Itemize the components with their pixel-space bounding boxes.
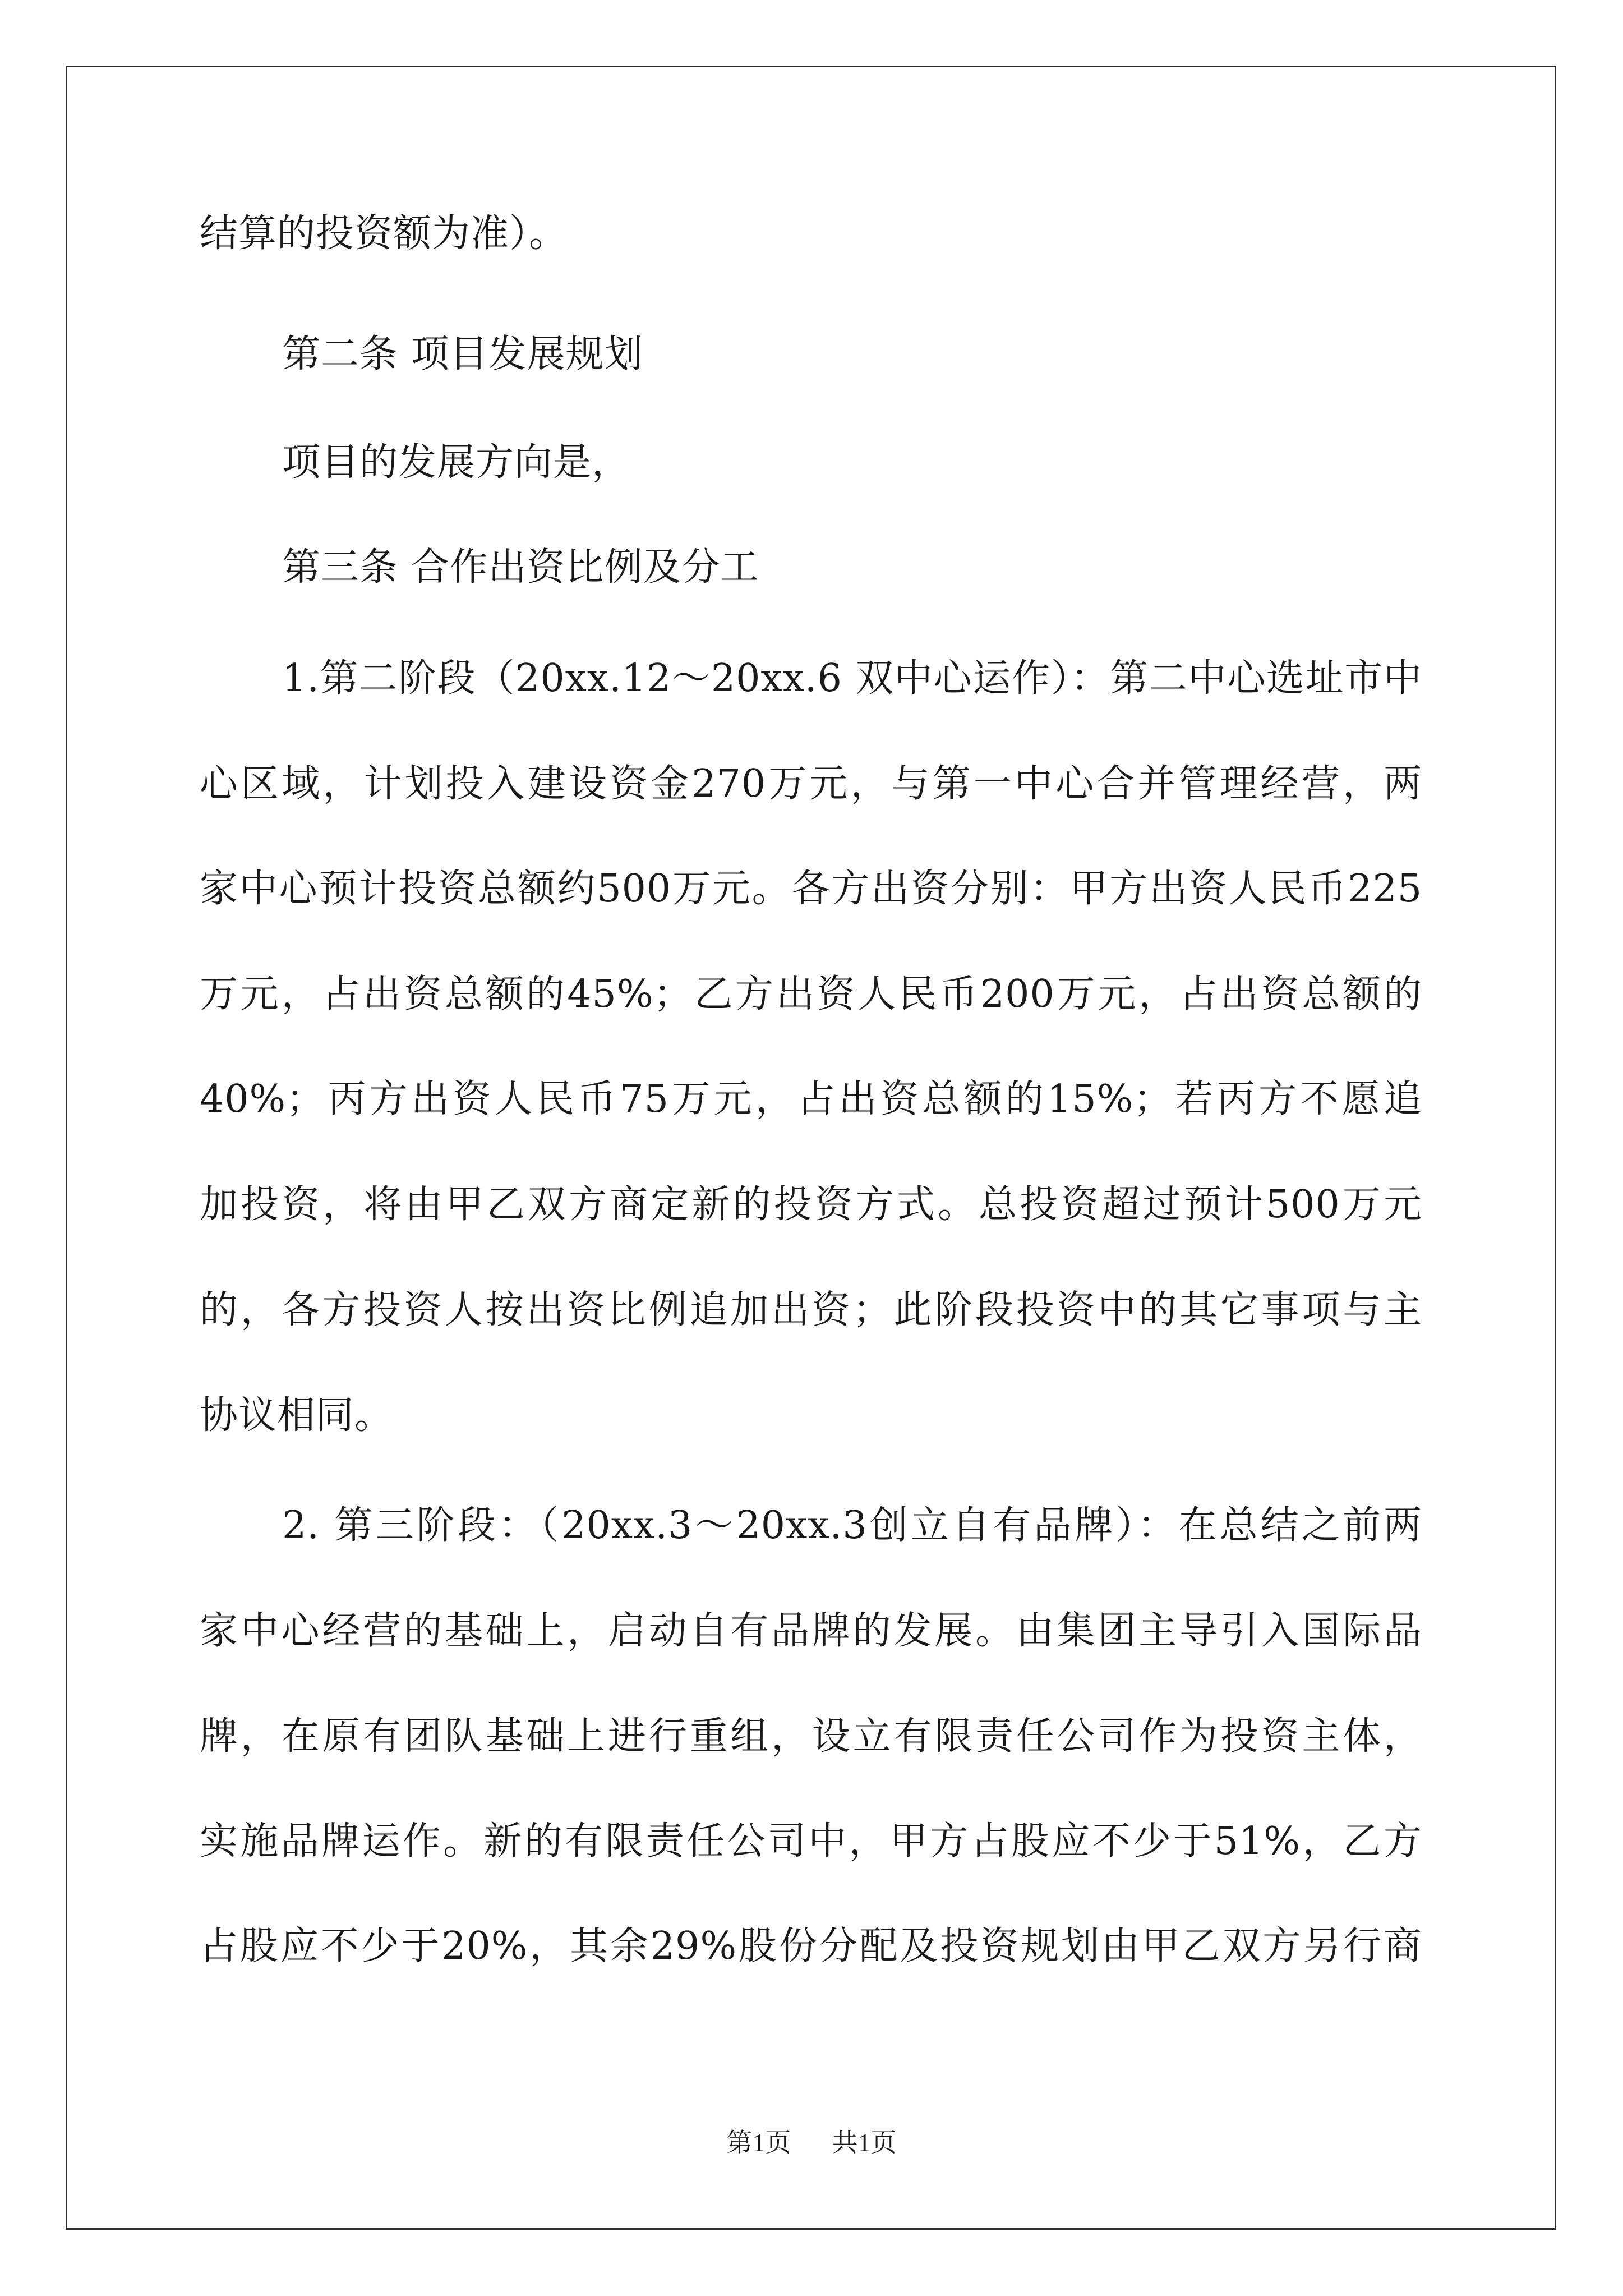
text-line: 40%；丙方出资人民币75万元，占出资总额的15%；若丙方不愿追 (200, 1077, 1422, 1121)
text-line: 结算的投资额为准）。 (200, 211, 568, 256)
text-line: 1.第二阶段（20xx.12～20xx.6 双中心运作）：第二中心选址市中 (282, 656, 1422, 701)
text-line: 协议相同。 (200, 1393, 394, 1438)
text-line: 的，各方投资人按出资比例追加出资；此阶段投资中的其它事项与主 (200, 1288, 1422, 1332)
section-heading: 第三条 合作出资比例及分工 (282, 545, 759, 590)
page-footer (0, 2126, 1623, 2160)
page-number: 第1页 (726, 2128, 791, 2157)
text-line: 家中心经营的基础上，启动自有品牌的发展。由集团主导引入国际品 (200, 1609, 1422, 1653)
text-line: 加投资，将由甲乙双方商定新的投资方式。总投资超过预计500万元 (200, 1182, 1422, 1227)
text-line: 实施品牌运作。新的有限责任公司中，甲方占股应不少于51%，乙方 (200, 1819, 1422, 1864)
text-line: 占股应不少于20%，其余29%股份分配及投资规划由甲乙双方另行商 (200, 1924, 1422, 1968)
text-line: 家中心预计投资总额约500万元。各方出资分别：甲方出资人民币225 (200, 867, 1422, 911)
text-line: 项目的发展方向是， (282, 440, 631, 485)
text-line: 心区域，计划投入建设资金270万元，与第一中心合并管理经营，两 (200, 762, 1422, 806)
text-line: 万元，占出资总额的45%；乙方出资人民币200万元，占出资总额的 (200, 972, 1422, 1016)
page-border (66, 66, 1556, 2230)
page-total: 共1页 (832, 2128, 897, 2157)
text-line: 2. 第三阶段：（20xx.3～20xx.3创立自有品牌）：在总结之前两 (282, 1503, 1422, 1548)
text-line: 牌，在原有团队基础上进行重组，设立有限责任公司作为投资主体， (200, 1714, 1422, 1759)
section-heading: 第二条 项目发展规划 (282, 332, 643, 376)
